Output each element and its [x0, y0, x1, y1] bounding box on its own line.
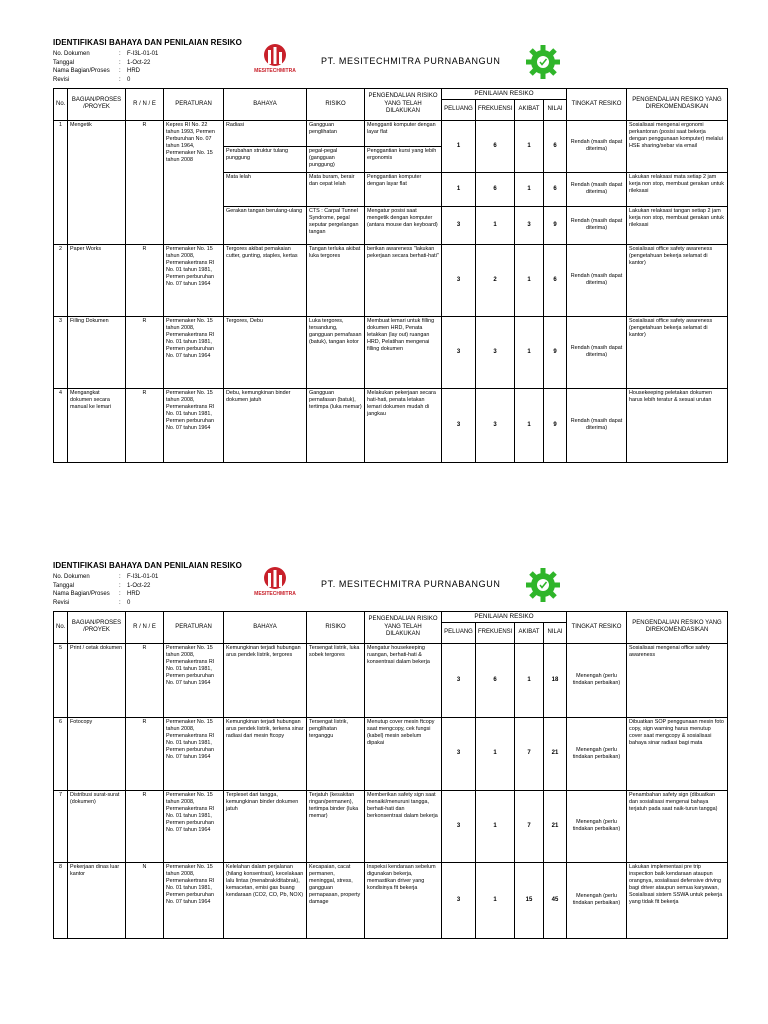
row-no: 4	[54, 388, 68, 462]
row-rekomendasi: Housekeeping peletakan dokumen harus lebih teratur & sesuai urutan	[627, 388, 728, 462]
meta-colon: :	[119, 76, 121, 83]
row-pengendalian: Menutup cover mesin ftcopy saat mengcopy, cek fungsi (kabel) mesin sebelum dipakai	[365, 717, 442, 790]
score-peluang: 3	[442, 643, 476, 717]
row-peraturan: Permenaker No. 15 tahun 2008, Permenakertrans RI No. 01 tahun 1981, Permen perburuhan No. 07 tahun 1964	[164, 244, 224, 316]
table-row	[54, 120, 728, 146]
meta-value: 1-Oct-22	[127, 59, 151, 66]
header-bahaya: BAHAYA	[224, 612, 307, 644]
row-risiko: Tangan terluka akibat luka tergores	[307, 244, 365, 316]
row-peraturan: Permenaker No. 15 tahun 2008, Permenakertrans RI No. 01 tahun 1981, Permen perburuhan No. 07 tahun 1964	[164, 790, 224, 862]
row-peraturan: Permenaker No. 15 tahun 2008, Permenakertrans RI No. 01 tahun 1981, Permen perburuhan No. 07 tahun 1964	[164, 643, 224, 717]
row-peraturan: Permenaker No. 15 tahun 2008, Permenakertrans RI No. 01 tahun 1981, Permen perburuhan No. 07 tahun 1964	[164, 316, 224, 388]
score-frekuensi: 6	[476, 172, 515, 206]
score-peluang: 3	[442, 244, 476, 316]
score-akibat: 1	[515, 316, 544, 388]
table-row	[54, 862, 728, 938]
header-rekomendasi: PENGENDALIAN RESIKO YANG DIREKOMENDASIKAN	[627, 89, 728, 121]
meta-label: Nama Bagian/Proses	[53, 68, 110, 74]
row-risiko: Gangguan pernafasan (batuk), tertimpa (luka memar)	[307, 388, 365, 462]
header-rne: R / N / E	[126, 89, 164, 121]
row-bahaya: Radiasi	[224, 120, 307, 146]
row-pengendalian: berikan awareness "lakukan pekerjaan secara berhati-hati"	[365, 244, 442, 316]
row-pengendalian: Membuat lemari untuk filling dokumen HRD, Penata letakkan (lay out) ruangan HRD, Pelatihan mengenai filling dokumen	[365, 316, 442, 388]
meta-colon: :	[119, 599, 121, 606]
risk-sheet-2	[53, 561, 727, 906]
meta-colon: :	[119, 582, 121, 589]
row-rne: R	[126, 388, 164, 462]
meta-row	[53, 590, 187, 599]
score-peluang: 1	[442, 120, 476, 172]
meta-colon: :	[119, 68, 121, 74]
meta-row	[53, 59, 187, 68]
row-rne: R	[126, 790, 164, 862]
row-pengendalian: Inspeksi kendaraan sebelum digunakan bekerja, memastikan driver yang kondisinya fit bekerja	[365, 862, 442, 938]
row-peraturan: Permenaker No. 15 tahun 2008, Permenakertrans RI No. 01 tahun 1981, Permen perburuhan No. 07 tahun 1964	[164, 388, 224, 462]
row-no: 1	[54, 120, 68, 244]
row-risiko: Tersengat listrik, penglihatan terganggu	[307, 717, 365, 790]
score-frekuensi: 3	[476, 316, 515, 388]
header-tingkat: TINGKAT RESIKO	[567, 612, 627, 644]
row-pengendalian: Mengganti komputer dengan layar flat	[365, 120, 442, 146]
meta-row	[53, 573, 187, 582]
row-pengendalian: Penggantian kursi yang lebih ergonomis	[365, 146, 442, 172]
meta-label: Nama Bagian/Proses	[53, 591, 110, 597]
score-akibat: 7	[515, 790, 544, 862]
score-akibat: 1	[515, 172, 544, 206]
row-pengendalian: Mengatur posisi saat mengetik dengan komputer (antara mouse dan keyboard)	[365, 206, 442, 244]
meta-value: 0	[127, 76, 131, 83]
score-frekuensi: 2	[476, 244, 515, 316]
score-frekuensi: 6	[476, 120, 515, 172]
company-name: PT. MESITECHMITRA PURNABANGUN	[321, 56, 501, 66]
score-akibat: 1	[515, 120, 544, 172]
score-akibat: 1	[515, 244, 544, 316]
score-nilai: 21	[544, 717, 567, 790]
logo-text: MESITECHMITRA	[254, 68, 296, 74]
score-peluang: 3	[442, 862, 476, 938]
row-pengendalian: Melakukan pekerjaan secara hati-hati, penata letakan lemari dokumen mudah di jangkau	[365, 388, 442, 462]
row-rekomendasi: Lakukan implementasi pre trip inspection baik kendaraan ataupun orangnya, sosialisasi defensive driving bagi driver ataupun semua karyawan, Sosialisasi sistem SSWA untuk pekerja yang tidak fit bekerja	[627, 862, 728, 938]
score-frekuensi: 1	[476, 790, 515, 862]
score-peluang: 3	[442, 316, 476, 388]
score-peluang: 3	[442, 790, 476, 862]
score-peluang: 3	[442, 388, 476, 462]
row-bahaya: Gerakan tangan berulang-ulang	[224, 206, 307, 244]
row-bahaya: Kemungkinan terjadi hubungan arus pendek listrik, terkena sinar radiasi dari mesin ftcopy	[224, 717, 307, 790]
meta-colon: :	[119, 591, 121, 597]
header-penilaian: PENILAIAN RESIKO	[442, 89, 567, 100]
risk-table-2	[53, 611, 728, 939]
company-logo	[253, 565, 297, 605]
score-akibat: 15	[515, 862, 544, 938]
gear-logo-icon	[525, 567, 561, 603]
row-bagian: Mengangkat dokumen secara manual ke lemari	[68, 388, 126, 462]
score-frekuensi: 1	[476, 717, 515, 790]
meta-label: Tanggal	[53, 582, 75, 589]
score-peluang: 1	[442, 172, 476, 206]
header-bagian: BAGIAN/PROSES /PROYEK	[68, 89, 126, 121]
score-nilai: 18	[544, 643, 567, 717]
meta-row	[53, 76, 187, 85]
row-bahaya: Kemungkinan terjadi hubungan arus pendek listrik, tergores	[224, 643, 307, 717]
score-frekuensi: 3	[476, 388, 515, 462]
row-bagian: Paper Works	[68, 244, 126, 316]
header-rekomendasi: PENGENDALIAN RESIKO YANG DIREKOMENDASIKAN	[627, 612, 728, 644]
logo-text: MESITECHMITRA	[254, 591, 296, 597]
meta-row	[53, 582, 187, 591]
meta-row	[53, 67, 187, 76]
score-frekuensi: 1	[476, 206, 515, 244]
score-tingkat: Rendah (masih dapat diterima)	[567, 388, 627, 462]
header-frekuensi: FREKUENSI	[476, 622, 515, 643]
company-name: PT. MESITECHMITRA PURNABANGUN	[321, 579, 501, 589]
row-bahaya: Perubahan struktur tulang punggung	[224, 146, 307, 172]
score-nilai: 9	[544, 388, 567, 462]
row-rne: R	[126, 120, 164, 244]
row-bagian: Mengetik	[68, 120, 126, 244]
row-risiko: Tersengat listrik, luka sobek tergores	[307, 643, 365, 717]
meta-row	[53, 50, 187, 59]
row-rekomendasi: Sosialisasi mengenai ergonomi perkantoran (posisi saat bekerja dengan penggunaan komputer) melalui HSE sharing/sebar via email	[627, 120, 728, 172]
row-bahaya: Terpleset dari tangga, kemungkinan binder dokumen jatuh	[224, 790, 307, 862]
header-akibat: AKIBAT	[515, 99, 544, 120]
row-bagian: Filling Dokumen	[68, 316, 126, 388]
header-nilai: NILAI	[544, 99, 567, 120]
header-nilai: NILAI	[544, 622, 567, 643]
header-penilaian: PENILAIAN RESIKO	[442, 612, 567, 623]
meta-label: No. Dokumen	[53, 574, 90, 580]
document-title: IDENTIFIKASI BAHAYA DAN PENILAIAN RESIKO	[53, 561, 242, 570]
row-no: 6	[54, 717, 68, 790]
meta-label: Revisi	[53, 76, 70, 83]
row-rne: N	[126, 862, 164, 938]
header-bahaya: BAHAYA	[224, 89, 307, 121]
row-pengendalian: Memberikan safety sign saat menaiki/menuruni tangga, berhati-hati dan berkonsentrasi dalam bekerja	[365, 790, 442, 862]
row-risiko: Gangguan penglihatan	[307, 120, 365, 146]
meta-colon: :	[119, 51, 121, 57]
score-nilai: 9	[544, 206, 567, 244]
header-no: No.	[54, 612, 68, 644]
header-bagian: BAGIAN/PROSES /PROYEK	[68, 612, 126, 644]
table-row	[54, 790, 728, 862]
meta-colon: :	[119, 59, 121, 66]
gear-logo-icon	[525, 44, 561, 80]
meta-value: HRD	[127, 68, 140, 74]
header-akibat: AKIBAT	[515, 622, 544, 643]
row-risiko: Terjatuh (kesakitan ringan/permanen), tertimpa binder (luka memar)	[307, 790, 365, 862]
meta-value: F-I3L-01-01	[127, 51, 159, 57]
row-no: 3	[54, 316, 68, 388]
table-row	[54, 388, 728, 462]
score-tingkat: Menengah (perlu tindakan perbaikan)	[567, 717, 627, 790]
row-rne: R	[126, 717, 164, 790]
score-tingkat: Rendah (masih dapat diterima)	[567, 316, 627, 388]
row-no: 7	[54, 790, 68, 862]
score-peluang: 3	[442, 717, 476, 790]
row-bagian: Pekerjaan dinas luar kantor	[68, 862, 126, 938]
score-nilai: 45	[544, 862, 567, 938]
score-tingkat: Menengah (perlu tindakan perbaikan)	[567, 643, 627, 717]
score-tingkat: Rendah (masih dapat diterima)	[567, 172, 627, 206]
score-akibat: 7	[515, 717, 544, 790]
header-rne: R / N / E	[126, 612, 164, 644]
score-nilai: 6	[544, 244, 567, 316]
score-tingkat: Menengah (perlu tindakan perbaikan)	[567, 862, 627, 938]
row-peraturan: Permenaker No. 15 tahun 2008, Permenakertrans RI No. 01 tahun 1981, Permen perburuhan No. 07 tahun 1964	[164, 717, 224, 790]
row-rekomendasi: Lakukan relaksasi mata setiap 2 jam kerja non stop, membuat gerakan untuk rileksasi	[627, 172, 728, 206]
row-risiko: Mata buram, berair dan cepat lelah	[307, 172, 365, 206]
header-pengendalian: PENGENDALIAN RISIKO YANG TELAH DILAKUKAN	[365, 89, 442, 121]
logo-mark-icon	[253, 42, 297, 70]
score-nilai: 21	[544, 790, 567, 862]
table-row	[54, 717, 728, 790]
row-risiko: Luka tergores, tersandung, gangguan pernafasan (batuk), tangan kotor	[307, 316, 365, 388]
row-risiko: pegal-pegal (gangguan punggung)	[307, 146, 365, 172]
meta-value: HRD	[127, 591, 140, 597]
row-peraturan: Permenaker No. 15 tahun 2008, Permenakertrans RI No. 01 tahun 1981, Permen perburuhan No. 07 tahun 1964	[164, 862, 224, 938]
row-bagian: Distribusi surat-surat (dokumen)	[68, 790, 126, 862]
row-risiko: CTS : Carpal Tunnel Syndrome, pegal seputar pergelangan tangan	[307, 206, 365, 244]
header-risiko: RISIKO	[307, 612, 365, 644]
header-pengendalian: PENGENDALIAN RISIKO YANG TELAH DILAKUKAN	[365, 612, 442, 644]
row-bagian: Print / cetak dokumen	[68, 643, 126, 717]
row-rekomendasi: Dibuatkan SOP penggunaan mesin foto copy, sign warning harus menutup cover saat mengcopy & sosialisasi bahaya sinar radiasi bagi mata	[627, 717, 728, 790]
header-peraturan: PERATURAN	[164, 612, 224, 644]
table-row	[54, 316, 728, 388]
risk-table-1	[53, 88, 728, 463]
meta-value: F-I3L-01-01	[127, 574, 159, 580]
document-meta	[53, 50, 187, 84]
header-frekuensi: FREKUENSI	[476, 99, 515, 120]
meta-value: 1-Oct-22	[127, 582, 151, 589]
row-bahaya: Kelelahan dalam perjalanan (hilang konsentrasi), kecelakaan lalu lintas (menabrak/ditabrak), kemacetan, emisi gas buang kendaraan (CO2, CO, Pb, NOX)	[224, 862, 307, 938]
row-bahaya: Tergores akibat pemakaian cutter, gunting, staples, kertas	[224, 244, 307, 316]
document-meta	[53, 573, 187, 607]
score-akibat: 1	[515, 643, 544, 717]
score-frekuensi: 6	[476, 643, 515, 717]
header-no: No.	[54, 89, 68, 121]
table-row	[54, 643, 728, 717]
score-akibat: 1	[515, 388, 544, 462]
row-bahaya: Mata lelah	[224, 172, 307, 206]
company-logo	[253, 42, 297, 82]
row-rekomendasi: Sosialisasi mengenai office safety awareness	[627, 643, 728, 717]
row-rne: R	[126, 244, 164, 316]
meta-row	[53, 599, 187, 608]
row-rekomendasi: Sosialisasi office safety awareness (pengetahuan bekerja selamat di kantor)	[627, 244, 728, 316]
table-row	[54, 244, 728, 316]
row-peraturan: Kepres RI No. 22 tahun 1993, Permen Perburuhan No. 07 tahun 1964, Permenaker No. 15 tahun 2008	[164, 120, 224, 244]
logo-mark-icon	[253, 565, 297, 593]
meta-label: No. Dokumen	[53, 51, 90, 57]
row-no: 8	[54, 862, 68, 938]
meta-value: 0	[127, 599, 131, 606]
header-peluang: PELUANG	[442, 622, 476, 643]
header-risiko: RISIKO	[307, 89, 365, 121]
row-rne: R	[126, 316, 164, 388]
score-nilai: 6	[544, 120, 567, 172]
score-peluang: 3	[442, 206, 476, 244]
meta-label: Tanggal	[53, 59, 75, 66]
score-nilai: 6	[544, 172, 567, 206]
row-rekomendasi: Sosialisasi office safety awareness (pengetahuan bekerja selamat di kantor)	[627, 316, 728, 388]
header-peluang: PELUANG	[442, 99, 476, 120]
score-nilai: 9	[544, 316, 567, 388]
score-tingkat: Rendah (masih dapat diterima)	[567, 206, 627, 244]
header-peraturan: PERATURAN	[164, 89, 224, 121]
meta-colon: :	[119, 574, 121, 580]
row-bahaya: Tergores, Debu	[224, 316, 307, 388]
score-tingkat: Rendah (masih dapat diterima)	[567, 120, 627, 172]
header-tingkat: TINGKAT RESIKO	[567, 89, 627, 121]
score-tingkat: Rendah (masih dapat diterima)	[567, 244, 627, 316]
row-pengendalian: Mengatur housekeeping ruangan, berhati-hati & konsentrasi dalam bekerja	[365, 643, 442, 717]
meta-label: Revisi	[53, 599, 70, 606]
document-title: IDENTIFIKASI BAHAYA DAN PENILAIAN RESIKO	[53, 38, 242, 47]
row-no: 5	[54, 643, 68, 717]
risk-sheet-1	[53, 38, 727, 431]
row-risiko: Kecapaian, cacat permanen, meninggal, stress, gangguan pernapasan, property damage	[307, 862, 365, 938]
row-pengendalian: Penggantian komputer dengan layar flat	[365, 172, 442, 206]
score-akibat: 3	[515, 206, 544, 244]
row-rne: R	[126, 643, 164, 717]
row-rekomendasi: Penambahan safety sign (dibuatkan dan sosialisasi mengenai bahaya terjatuh pada saat naik-turun tangga)	[627, 790, 728, 862]
row-rekomendasi: Lakukan relaksasi tangan setiap 2 jam kerja non stop, membuat gerakan untuk rileksasi	[627, 206, 728, 244]
score-frekuensi: 1	[476, 862, 515, 938]
row-no: 2	[54, 244, 68, 316]
row-bagian: Fotocopy	[68, 717, 126, 790]
score-tingkat: Menengah (perlu tindakan perbaikan)	[567, 790, 627, 862]
row-bahaya: Debu, kemungkinan binder dokumen jatuh	[224, 388, 307, 462]
